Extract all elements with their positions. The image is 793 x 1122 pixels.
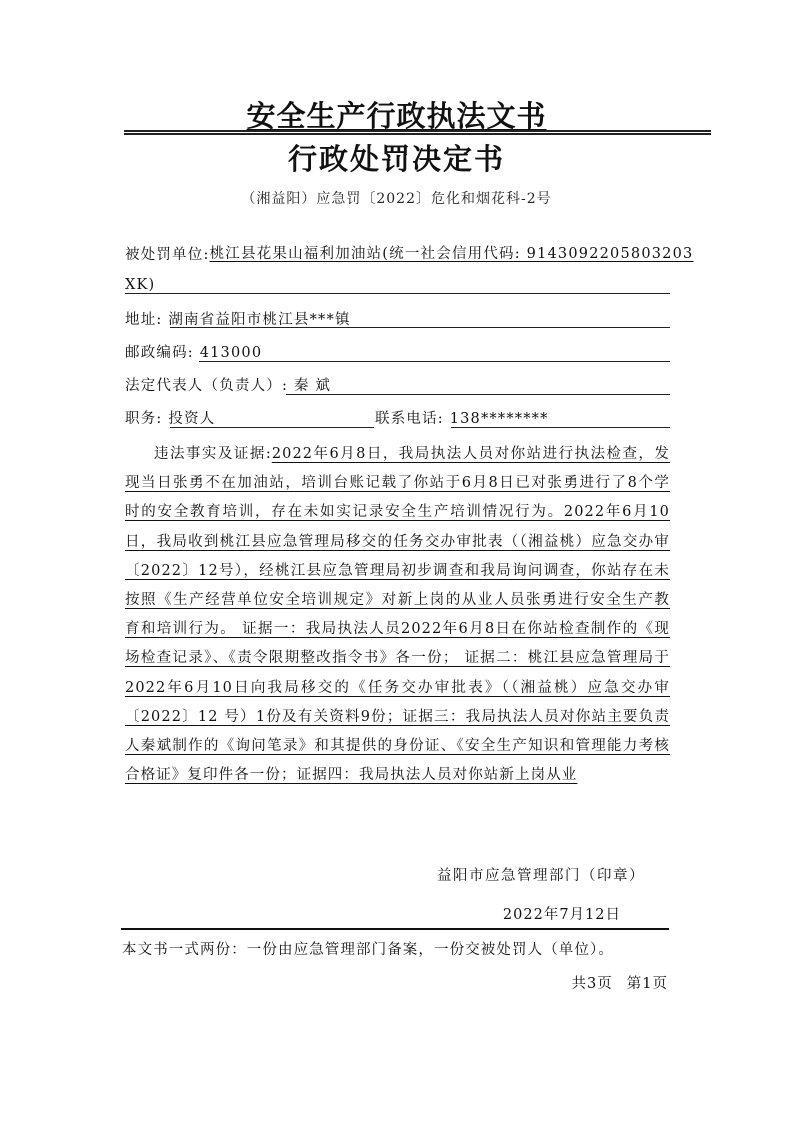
penalized-unit-label: 被处罚单位:	[125, 247, 210, 263]
address-label: 地址:	[125, 312, 163, 328]
position-label: 职务:	[125, 411, 163, 427]
postcode-underline	[199, 361, 670, 362]
penalized-unit-value: 桃江县花果山福利加油站(统一社会信用代码: 9143092205803203	[209, 246, 694, 262]
violation-facts-paragraph	[125, 440, 670, 790]
position-value: 投资人	[168, 411, 216, 427]
position-underline	[170, 427, 374, 428]
issuer-seal: 益阳市应急管理部门（印章）	[437, 868, 645, 884]
total-pages: 共3页	[571, 976, 613, 992]
document-title	[0, 100, 793, 132]
postcode-row	[125, 343, 670, 363]
address-underline	[170, 327, 670, 328]
penalized-unit-row-continued	[125, 275, 670, 295]
legal-rep-underline	[286, 394, 670, 395]
copies-note: 本文书一式两份：一份由应急管理部门备案，一份交被处罚人（单位）。	[122, 942, 614, 958]
postcode-value: 413000	[199, 345, 263, 361]
phone-value: 138********	[449, 411, 549, 427]
address-value: 湖南省益阳市桃江县***镇	[168, 312, 351, 328]
violation-facts-text: 2022年6月8日，我局执法人员对你站进行执法检查，发现当日张勇不在加油站，培训台账记载了你站于6月8日已对张勇进行了8个学时的安全教育培训，存在未如实记录安全生产培训情况行为。2022年6月10日，我局收到桃江县应急管理局移交的任务交办审批表（（湘益桃）应急交办审〔2022〕12号），经桃江县应急管理局初步调查和我局询问调查，你站存在未按照《生产经营单位安全培训规定》对新上岗的从业人员张勇进行安全生产教育和培训行为。 证据一：我局执法人员2022年6月8日在你站检查制作的《现场检查记录》、《责令限期整改指令书》各一份； 证据二：桃江县应急管理局于2022年6月10日向我局移交的《任务交办审批表》（（湘益桃）应急交办审〔2022〕12 号）1份及有关资料9份；证据三：我局执法人员对你站主要负责人秦斌制作的《询问笔录》和其提供的身份证、《安全生产知识和管理能力考核合格证》复印件各一份；证据四：我局执法人员对你站新上岗从业	[125, 446, 670, 784]
phone-row	[375, 409, 670, 429]
footer-rule	[121, 928, 669, 930]
legal-rep-label: 法定代表人（负责人）:	[125, 378, 289, 394]
phone-underline	[451, 427, 670, 428]
penalized-unit-value-continued: XK)	[125, 277, 156, 293]
legal-rep-value: 秦 斌	[293, 378, 332, 394]
document-number: （湘益阳）应急罚〔2022〕危化和烟花科-2号	[241, 191, 552, 207]
current-page: 第1页	[626, 976, 668, 992]
page-number	[572, 972, 668, 993]
penalized-unit-underline	[125, 293, 670, 294]
phone-label: 联系电话:	[375, 411, 444, 427]
penalized-unit-row	[125, 244, 694, 265]
postcode-label: 邮政编码:	[125, 345, 194, 361]
document-subtitle: 行政处罚决定书	[287, 142, 505, 176]
issue-date: 2022年7月12日	[502, 907, 621, 923]
document-title-text: 安全生产行政执法文书	[246, 99, 547, 133]
legal-rep-row	[125, 376, 670, 396]
violation-facts-label: 违法事实及证据:	[154, 446, 272, 462]
title-double-rule	[124, 130, 711, 135]
